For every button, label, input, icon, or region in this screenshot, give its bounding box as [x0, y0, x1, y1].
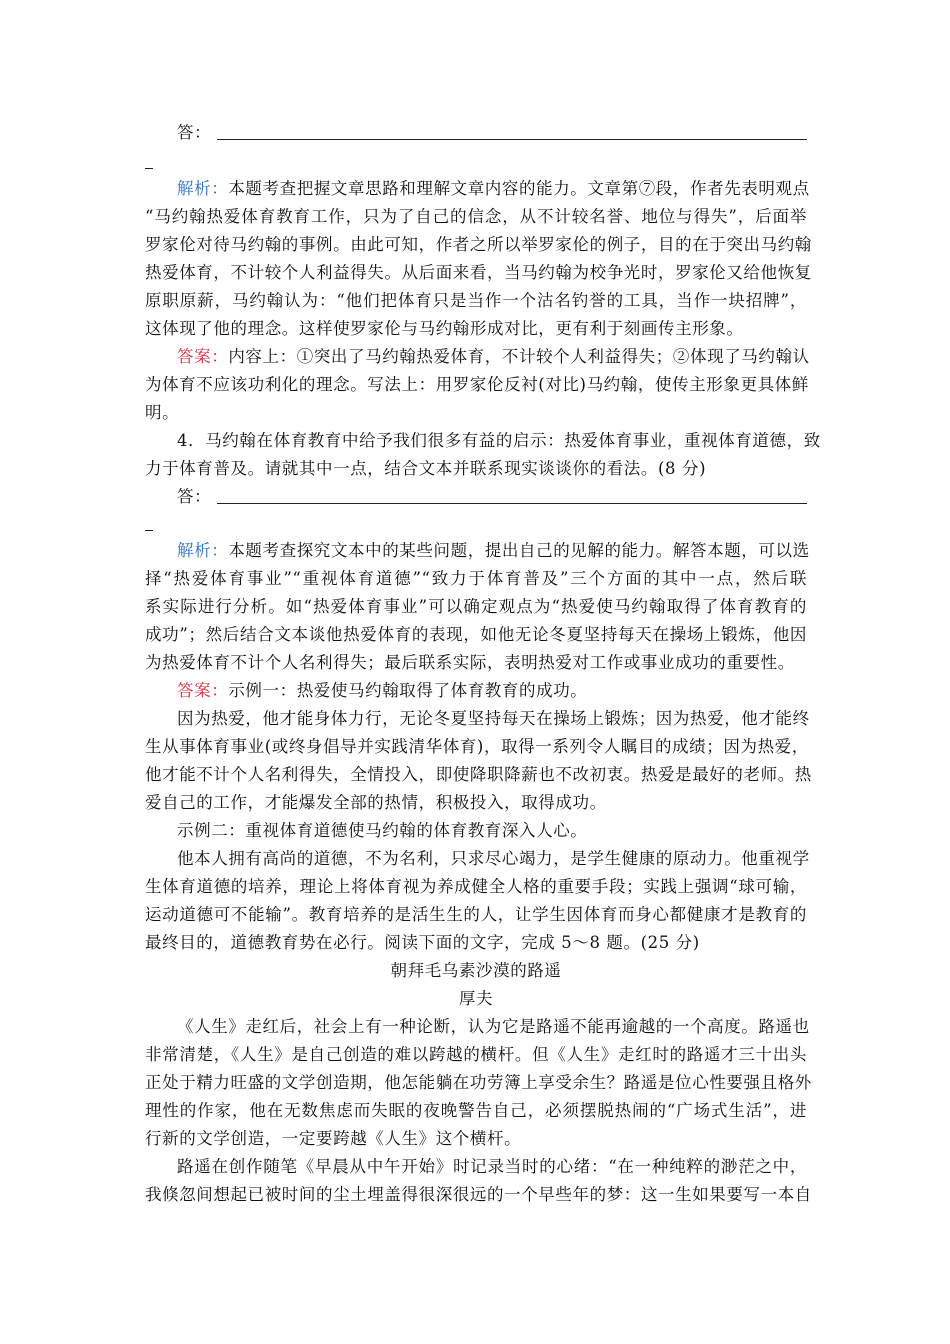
analysis-line: 解析：本题考查探究文本中的某些问题，提出自己的见解的能力。解答本题，可以选: [177, 541, 810, 560]
analysis-line: “马约翰热爱体育教育工作，只为了自己的信念，从不计较名誉、地位与得失”，后面举: [145, 207, 807, 226]
analysis-line: 这体现了他的理念。这样使罗家伦与马约翰形成对比，更有利于刻画传主形象。: [145, 319, 744, 338]
analysis-line: 为热爱体育不计个人名利得失；最后联系实际，表明热爱对工作或事业成功的重要性。: [145, 653, 795, 672]
passage-line: 行新的文学创造，一定要跨越《人生》这个横杆。: [145, 1129, 522, 1148]
example-line: 生从事体育事业(或终身倡导并实践清华体育)，取得一系列令人瞩目的成绩；因为热爱，: [145, 737, 809, 756]
analysis-line: 择“热爱体育事业”“重视体育道德”“致力于体育普及”三个方面的其中一点，然后联: [145, 569, 807, 588]
analysis-line: 解析：本题考查把握文章思路和理解文章内容的能力。文章第⑦段，作者先表明观点: [177, 179, 810, 198]
answer-text-line: 答案：示例一：热爱使马约翰取得了体育教育的成功。: [177, 681, 588, 700]
answer-label: 答案：: [177, 347, 229, 366]
passage-line: 非常清楚，《人生》是自己创造的难以跨越的横杆。但《人生》走红时的路遥才三十出头: [145, 1045, 807, 1064]
example-line: 运动道德可不能输”。教育培养的是活生生的人，让学生因体育而身心都健康才是教育的: [145, 905, 807, 924]
analysis-line: 罗家伦对待马约翰的事例。由此可知，作者之所以举罗家伦的例子，目的在于突出马约翰: [145, 235, 812, 254]
passage-author: 厚夫: [458, 989, 494, 1008]
example-line: 他才能不计个人名利得失，全情投入，即使降职降薪也不改初衷。热爱是最好的老师。热: [145, 765, 812, 784]
example-title: 示例二：重视体育道德使马约翰的体育教育深入人心。: [177, 821, 588, 840]
passage-line: 路遥在创作随笔《早晨从中午开始》时记录当时的心绪：“在一种纯粹的渺茫之中，: [177, 1157, 807, 1176]
example-line: 他本人拥有高尚的道德，不为名利，只求尽心竭力，是学生健康的原动力。他重视学: [177, 849, 810, 868]
analysis-line: 成功”；然后结合文本谈他热爱体育的表现，如他无论冬夏坚持每天在操场上锻炼，他因: [145, 625, 807, 644]
question-line: 力于体育普及。请就其中一点，结合文本并联系现实谈谈你的看法。(8 分): [145, 459, 707, 478]
analysis-line: 系实际进行分析。如“热爱体育事业”可以确定观点为“热爱使马约翰取得了体育教育的: [145, 597, 807, 616]
answer-label: 答案：: [177, 681, 229, 700]
passage-title: 朝拜毛乌素沙漠的路遥: [390, 961, 562, 980]
passage-line: 理性的作家，他在无数焦虑而失眠的夜晚警告自己，必须摆脱热闹的“广场式生活”，进: [145, 1101, 807, 1120]
answer-prefix: 答：: [177, 123, 212, 142]
answer-rule-continuation: [145, 168, 153, 169]
answer-rule-continuation: [145, 530, 153, 531]
analysis-line: 热爱体育，不计较个人利益得失。从后面来看，当马约翰为校争光时，罗家伦又给他恢复: [145, 263, 812, 282]
answer-text-line: 答案：内容上：①突出了马约翰热爱体育，不计较个人利益得失；②体现了马约翰认: [177, 347, 810, 366]
answer-prefix: 答：: [177, 487, 212, 506]
answer-line: [177, 119, 807, 147]
answer-blank-rule: [217, 139, 807, 140]
passage-line: 我倏忽间想起已被时间的尘土埋盖得很深很远的一个早些年的梦：这一生如果要写一本自: [145, 1185, 812, 1204]
passage-line: 《人生》走红后，社会上有一种论断，认为它是路遥不能再逾越的一个高度。路遥也: [177, 1017, 810, 1036]
analysis-line: 原职原薪，马约翰认为：“他们把体育只是当作一个沽名钓誉的工具，当作一块招牌”，: [145, 291, 807, 310]
example-line: 爱自己的工作，才能爆发全部的热情，积极投入，取得成功。: [145, 793, 607, 812]
answer-line: [177, 483, 807, 511]
example-line: 生体育道德的培养，理论上将体育视为养成健全人格的重要手段；实践上强调“球可输，: [145, 877, 807, 896]
answer-text-line: 为体育不应该功利化的理念。写法上：用罗家伦反衬(对比)马约翰，使传主形象更具体鲜: [145, 375, 809, 394]
passage-line: 正处于精力旺盛的文学创造期，他怎能躺在功劳簿上享受余生？路遥是位心性要强且格外: [145, 1073, 812, 1092]
example-line: 最终目的，道德教育势在必行。阅读下面的文字，完成 5～8 题。(25 分): [145, 933, 700, 952]
question-line: 4．马约翰在体育教育中给予我们很多有益的启示：热爱体育事业，重视体育道德，致: [177, 431, 821, 450]
analysis-label: 解析：: [177, 541, 229, 560]
answer-text-line: 明。: [145, 403, 180, 422]
example-line: 因为热爱，他才能身体力行，无论冬夏坚持每天在操场上锻炼；因为热爱，他才能终: [177, 709, 810, 728]
analysis-label: 解析：: [177, 179, 229, 198]
answer-blank-rule: [217, 503, 807, 504]
